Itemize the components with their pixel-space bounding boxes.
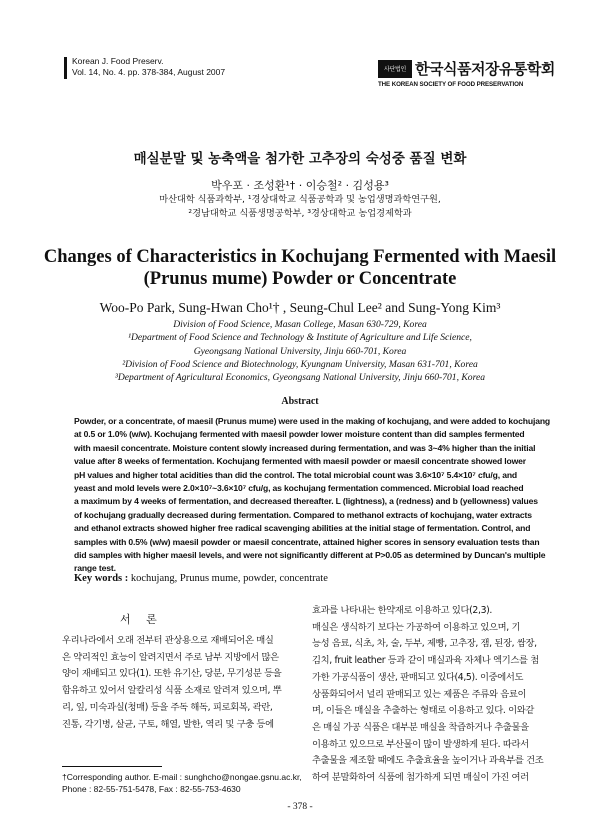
abstract-heading: Abstract [281,396,319,407]
journal-issue: Vol. 14, No. 4. pp. 378-384, August 2007 [72,66,226,77]
body-line: 리, 잎, 미숙과실(청매) 등을 주독 해독, 피로회복, 곽란, [62,701,273,713]
korean-affiliation-line: 마산대학 식품과학부, ¹경상대학교 식품공학과 및 농업생명과학연구원, [159,194,441,205]
abstract-line: a maximum by 4 weeks of fermentation, and decreased thereafter. L (lightness), a (redness) and b (yellowness) values [74,496,538,507]
left-column-text [62,633,298,733]
body-line: 상품화되어서 널리 판매되고 있는 제품은 주류와 음료이 [312,688,527,700]
body-line: 양이 재배되고 있다(1). 또한 유기산, 당분, 무기성분 등을 [62,668,282,680]
body-line: 능성 음료, 식초, 차, 술, 두부, 제빵, 고추장, 잼, 된장, 쌈장, [312,638,537,650]
body-line: 함유하고 있어서 알칼리성 식품 소재로 알려져 있으며, 뿌 [62,685,282,697]
society-logo [378,58,556,88]
abstract-line: yeast and mold levels were 2.0×10⁷~3.6×10⁷ cfu/g, as kochujang fermentation commenced. Microbial load reached [74,483,524,494]
english-title-line: Changes of Characteristics in Kochujang Fermented with Maesil [43,247,557,267]
society-name-korean: 한국식품저장유통학회 [415,60,555,78]
english-affiliation-line: ³Department of Agricultural Economics, Gyeongsang National University, Jinju 660-701, Korea [114,372,486,384]
english-affiliation-line: ¹Department of Food Science and Technology & Institute of Agriculture and Life Science, [128,332,472,344]
journal-name: Korean J. Food Preserv. [72,56,164,66]
body-line: 은 약리적인 효능이 알려지면서 주로 남부 지방에서 많은 [62,651,279,663]
abstract-line: at 0.5 or 1.0% (w/w). Kochujang fermented with maesil powder lower moisture content than did samples fermented [74,429,525,440]
body-line: 김치, fruit leather 등과 같이 매실과육 자체나 엑기스를 첨 [312,655,539,667]
body-line: 은 매실 가공 식품은 대부분 매실을 착즙하거나 추출물을 [312,721,529,733]
page-number: - 378 - [287,802,313,812]
abstract-line: samples with 0.5% (w/w) maesil powder or maesil concentrate, attained higher scores in sensory evaluation tests than [74,536,540,547]
abstract-line: value after 8 weeks of fermentation. Kochujang fermented with maesil powder or maesil concentrate showed lower [74,456,526,467]
footnote-line: Phone : 82-55-751-5478, Fax : 82-55-753-4630 [62,784,241,794]
abstract-line: and ethanol extracts showed higher free radical scavenging abilities at the initial stage of fermentation. Control, and [74,523,531,534]
korean-title: 매실분말 및 농축액을 첨가한 고추장의 숙성중 품질 변화 [133,151,467,167]
english-affiliation-line: Gyeongsang National University, Jinju 660-701, Korea [193,345,407,357]
society-name-english: THE KOREAN SOCIETY OF FOOD PRESERVATION [378,81,524,88]
body-line: 며, 이들은 매실을 추출하는 형태로 이용하고 있다. 이와같 [312,705,534,717]
section-heading-introduction: 서 론 [120,613,163,626]
keywords-label: Key words : [74,573,129,584]
english-affiliation-line: Division of Food Science, Masan College, Masan 630-729, Korea [173,319,427,330]
body-line: 하여 분말화하여 식품에 첨가하게 되면 매실이 가진 여러 [312,772,529,784]
abstract-body [74,415,551,576]
body-line: 진통, 각기병, 살균, 구토, 해열, 발한, 역리 및 구충 등에 [62,718,274,730]
abstract-line: pH values and higher total acidities than did the control. The total microbial count was 3.6×10⁷ 5.4×10⁷ cfu/g, and [74,469,518,480]
english-authors: Woo-Po Park, Sung-Hwan Cho¹† , Seung-Chul Lee² and Sung-Yong Kim³ [99,300,501,315]
journal-marker-bar [64,57,67,79]
english-affiliations [0,318,600,384]
korean-affiliation-line: ²경남대학교 식품생명공학부, ³경상대학교 농업경제학과 [188,207,412,219]
abstract-line: did samples with higher maesil levels, and were not significantly different at P>0.05 as determined by Duncan's multiple [74,550,546,561]
journal-citation [72,56,225,77]
abstract-line: of kochujang gradually decreased during fermentation. Compared to methanol extracts of kochujang, water extracts [74,509,532,520]
abstract-line: with maesil concentrate. Moisture content slowly increased during fermentation, and was 3~4% higher than the initial [74,442,536,453]
abstract-line: range test. [74,563,116,574]
english-title [40,246,560,290]
body-line: 우리나라에서 오래 전부터 관상용으로 재배되어온 매실 [62,635,274,646]
corresponding-author-footnote [62,771,302,795]
body-line: 매실은 생식하기 보다는 가공하여 이용하고 있으며, 기 [312,621,521,633]
body-line: 이용하고 있으므로 부산물이 많이 발생하게 된다. 따라서 [312,738,529,750]
footnote-rule [62,766,162,767]
body-line: 추출물을 제조할 때에도 추출효율을 높이거나 과육부를 건조 [312,755,544,767]
korean-affiliations [0,193,600,220]
keywords-value: kochujang, Prunus mume, powder, concentrate [130,573,328,584]
korean-authors: 박우포 · 조성환¹† · 이승철² · 김성용³ [211,179,389,192]
body-line: 가한 가공식품이 생산, 판매되고 있다(4,5). 이중에서도 [312,671,524,683]
english-title-line: (Prunus mume) Powder or Concentrate [143,269,457,289]
right-column-text [312,603,557,787]
society-emblem: 사단법인 [378,60,412,78]
english-affiliation-line: ²Division of Food Science and Biotechnology, Kyungnam University, Masan 631-701, Korea [122,358,478,370]
footnote-line: †Corresponding author. E-mail : sunghcho@nongae.gsnu.ac.kr, [62,772,302,782]
keywords [74,573,328,584]
body-line: 효과를 나타내는 한약재로 이용하고 있다(2,3). [312,605,493,616]
abstract-line: Powder, or a concentrate, of maesil (Prunus mume) were used in the making of kochujang, and were added to kochujang [74,416,551,426]
